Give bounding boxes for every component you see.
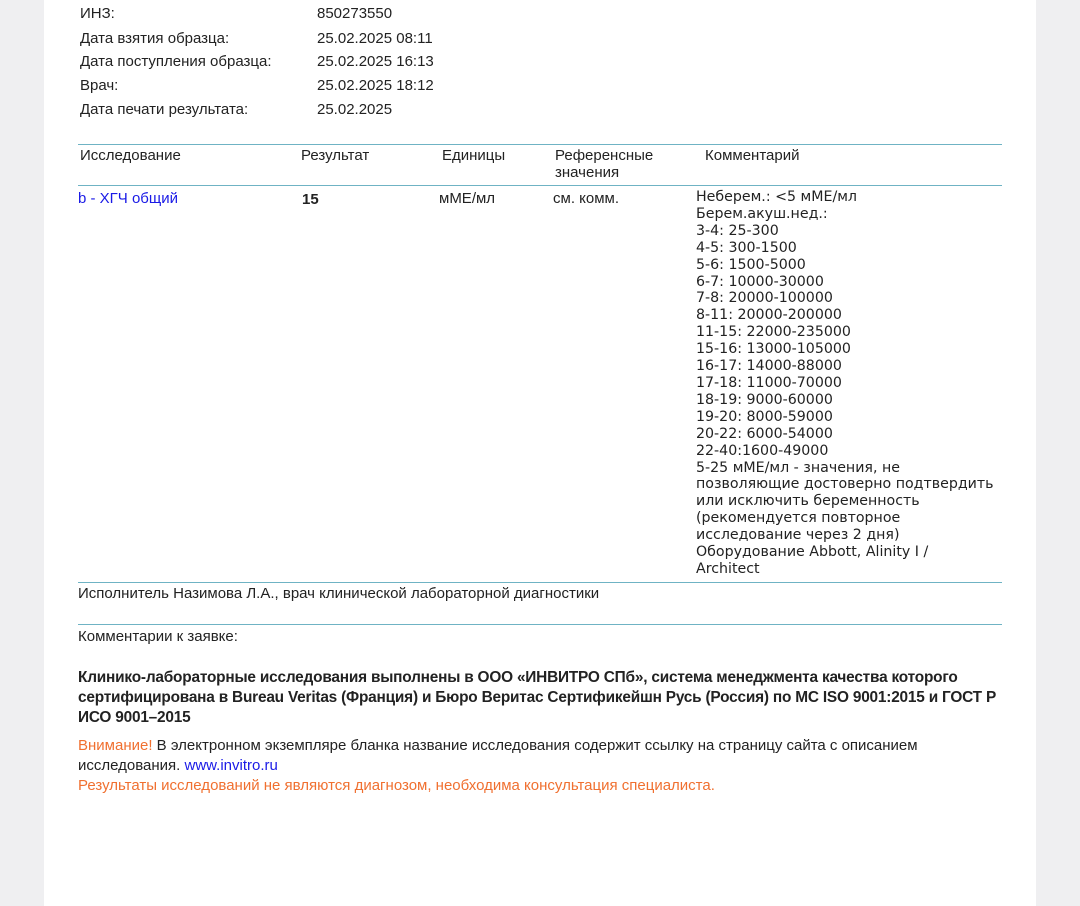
request-comments-label: Комментарии к заявке: [78,628,238,645]
comment-line: 8-11: 20000-200000 [696,307,842,324]
sample-info [80,5,680,125]
comment-line: позволяющие достоверно подтвердить [696,476,994,493]
test-reference: см. комм. [553,190,620,207]
executor-rule [78,624,1002,625]
print-date-value: 25.02.2025 [317,101,393,118]
notice-text: В электронном экземпляре бланка название исследования содержит ссылку на страницу сайта с описанием исследования. [78,737,918,774]
table-bottom-rule [78,582,1002,583]
comment-line: или исключить беременность [696,493,920,510]
certification-note: Клинико-лабораторные исследования выполнены в ООО «ИНВИТРО СПб», система менеджмента качества которого сертифицирована в Bureau Veritas (Франция) и Бюро Веритас Сертификейшн Русь (Россия) по МС ISO 9001:2015 и ГОСТ Р ИСО 9001–2015 [78,669,997,726]
comment-line: 15-16: 13000-105000 [696,341,851,358]
comment-line: Оборудование Abbott, Alinity I / [696,544,929,561]
header-units: Единицы [442,147,506,164]
comment-line: 16-17: 14000-88000 [696,358,842,375]
invitro-link[interactable]: www.invitro.ru [184,757,278,774]
test-name-link[interactable]: b - ХГЧ общий [78,190,178,207]
comment-line: Берем.акуш.нед.: [696,205,828,222]
doctor-label: Врач: [80,77,119,94]
attention-label: Внимание! [78,737,153,754]
table-top-rule [78,144,1002,145]
header-reference [555,147,653,181]
comment-line: 18-19: 9000-60000 [696,391,833,408]
executor-line: Исполнитель Назимова Л.А., врач клинической лабораторной диагностики [78,585,600,602]
comment-line: 11-15: 22000-235000 [696,324,851,341]
sample-received-value: 25.02.2025 16:13 [317,53,434,70]
test-result: 15 [302,191,319,208]
print-date-label: Дата печати результата: [80,101,249,118]
comment-line: 19-20: 8000-59000 [696,408,833,425]
comment-line: 6-7: 10000-30000 [696,273,824,290]
header-reference-line1: Референсные [555,147,654,164]
comment-line: Architect [696,560,760,577]
comment-line: Неберем.: <5 мМЕ/мл [696,189,857,205]
header-test: Исследование [80,147,181,164]
comment-line: 4-5: 300-1500 [696,239,797,256]
table-header-rule [78,185,1002,186]
comment-line: 5-6: 1500-5000 [696,256,806,273]
header-result: Результат [301,147,370,164]
notice-block [78,736,1018,796]
report-page [44,0,1036,906]
doctor-value: 25.02.2025 18:12 [317,77,434,94]
sample-taken-label: Дата взятия образца: [80,30,230,47]
test-comment [696,189,1016,578]
comment-line: 7-8: 20000-100000 [696,290,833,307]
comment-line: (рекомендуется повторное [696,510,901,527]
comment-line: 5-25 мМЕ/мл - значения, не [696,459,900,476]
comment-line: 22-40:1600-49000 [696,442,829,459]
sample-received-label: Дата поступления образца: [80,53,272,70]
comment-line: 17-18: 11000-70000 [696,374,842,391]
sample-taken-value: 25.02.2025 08:11 [317,30,433,47]
header-comment: Комментарий [705,147,800,164]
comment-line: 3-4: 25-300 [696,222,779,239]
comment-line: 20-22: 6000-54000 [696,425,833,442]
inz-label: ИНЗ: [80,5,115,22]
disclaimer: Результаты исследований не являются диагнозом, необходима консультация специалиста. [78,777,715,794]
inz-value: 850273550 [317,5,393,22]
header-reference-line2: значения [555,164,620,181]
comment-line: исследование через 2 дня) [696,527,900,544]
test-units: мМЕ/мл [439,190,496,207]
